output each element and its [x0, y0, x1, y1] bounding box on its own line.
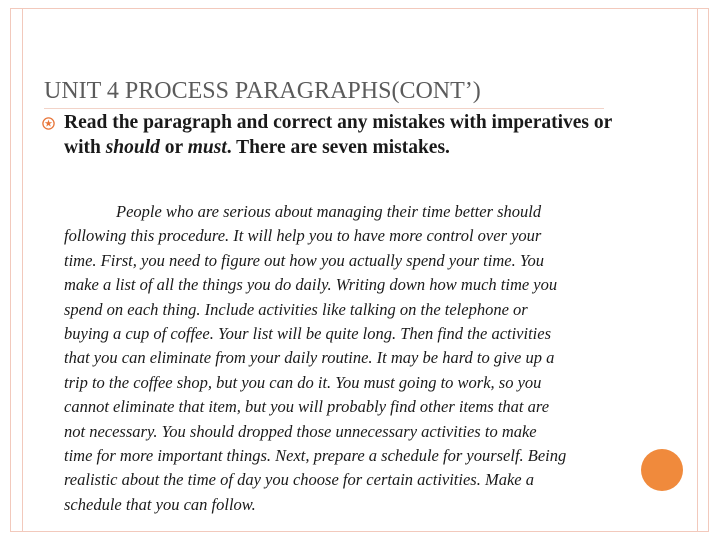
- slide-title: UNIT 4 PROCESS PARAGRAPHS(CONT’): [44, 78, 481, 104]
- instruction-emphasis-must: must: [187, 137, 227, 158]
- paragraph-line: buying a cup of coffee. Your list will be quite long. Then find the activities: [64, 324, 552, 344]
- instruction-text: [64, 110, 644, 160]
- paragraph-line: realistic about the time of day you choose for certain activities. Make a: [64, 470, 534, 490]
- instruction-part-3: . There are seven mistakes.: [226, 137, 450, 158]
- paragraph-line: not necessary. You should dropped those unnecessary activities to make: [64, 421, 537, 441]
- paragraph-line: following this procedure. It will help you to have more control over your: [64, 226, 542, 246]
- paragraph-line: time. First, you need to figure out how you actually spend your time. You: [64, 250, 544, 270]
- left-rail-line: [22, 8, 23, 532]
- paragraph-line: schedule that you can follow.: [64, 494, 256, 514]
- paragraph-line: that you can eliminate from your daily routine. It may be hard to give up a: [64, 348, 555, 368]
- instruction-part-1: Read the paragraph and correct any mistakes with imperatives or with: [64, 112, 612, 158]
- paragraph-line: cannot eliminate that item, but you will probably find other items that are: [64, 397, 550, 417]
- title-underline: [44, 108, 604, 109]
- right-rail-line: [697, 8, 698, 532]
- paragraph-line: People who are serious about managing their time better should: [116, 202, 542, 221]
- paragraph-line: time for more important things. Next, prepare a schedule for yourself. Being: [64, 446, 567, 466]
- paragraph-line: spend on each thing. Include activities like talking on the telephone or: [64, 299, 528, 319]
- paragraph-line: make a list of all the things you do daily. Writing down how much time you: [64, 275, 558, 295]
- instruction-emphasis-should: should: [105, 137, 160, 158]
- paragraph-line: trip to the coffee shop, but you can do it. You must going to work, so you: [64, 372, 542, 392]
- practice-paragraph: [64, 200, 684, 517]
- orange-circle-decoration: [641, 449, 683, 491]
- instruction-part-2: or: [159, 137, 188, 158]
- circled-star-icon: [42, 117, 55, 130]
